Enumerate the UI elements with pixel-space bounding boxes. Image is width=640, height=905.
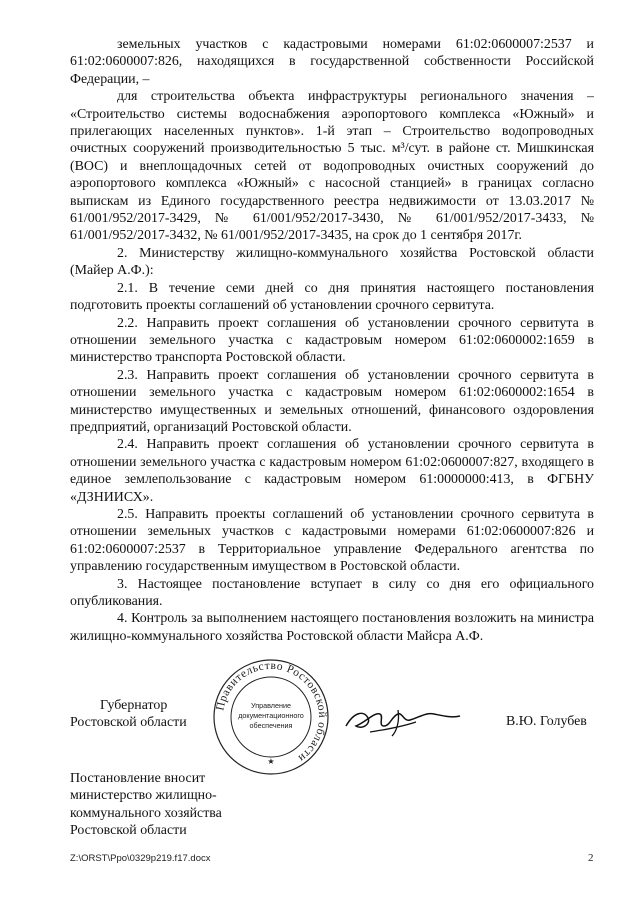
document-body	[70, 36, 594, 645]
note-line2: министерство жилищно-	[70, 788, 217, 804]
note-line3: коммунального хозяйства	[70, 805, 222, 821]
handwritten-signature	[340, 692, 465, 742]
stamp-star-icon: ★	[267, 757, 275, 766]
signatory-name: В.Ю. Голубев	[506, 714, 587, 729]
paragraph-3: 2. Министерству жилищно-коммунального хозяйства Ростовской области (Майер А.Ф.):	[70, 245, 594, 279]
paragraph-7: 2.4. Направить проект соглашения об установлении срочного сервитута в отношении земельного участка с кадастровым номером 61:02:0600007:827, входящего в единое землепользование с кадастровым номером 61:0000000:413, в ФГБНУ «ДЗНИИСХ».	[70, 437, 594, 505]
official-stamp	[212, 658, 330, 776]
stamp-inner-line1: Управление	[251, 701, 291, 710]
stamp-inner-line3: обеспечения	[249, 721, 293, 730]
signatory-title	[70, 697, 220, 732]
paragraph-2: для строительства объекта инфраструктуры регионального значения – «Строительство системы водоснабжения аэропортового комплекса «Южный» и прилегающих населенных пунктов». 1-й этап – Строительство водопроводных очистных сооружений производительностью 5 тыс. м³/сут. в районе ст. Мишкинская (ВОС) и внеплощадочных сетей от водопроводных очистных сооружений до аэропортового комплекса «Южный» с насосной станцией» в границах согласно выпискам из Единого государственного реестра недвижимости от 13.03.2017 № 61/001/952/2017-3429, № 61/001/952/2017-3430, № 61/001/952/2017-3433, № 61/001/952/2017-3432, № 61/001/952/2017-3435, на срок до 1 сентября 2017г.	[70, 89, 594, 244]
note-line1: Постановление вносит	[70, 771, 206, 786]
signatory-title-line1: Губернатор	[100, 698, 168, 713]
note-line4: Ростовской области	[70, 823, 187, 839]
paragraph-1: земельных участков с кадастровыми номерами 61:02:0600007:2537 и 61:02:0600007:826, находящихся в государственной собственности Российской Федерации, –	[70, 37, 594, 87]
stamp-inner-line2: документационного	[238, 711, 304, 720]
signatory-title-line2: Ростовской области	[70, 715, 187, 731]
page-number: 2	[588, 852, 594, 864]
stamp-outer-text: Правительство Ростовской области	[214, 659, 329, 765]
paragraph-5: 2.2. Направить проект соглашения об установлении срочного сервитута в отношении земельного участка с кадастровым номером 61:02:0600002:1659 в министерство транспорта Ростовской области.	[70, 315, 594, 366]
paragraph-8: 2.5. Направить проекты соглашений об установлении срочного сервитута в отношении земельных участков с кадастровыми номерами 61:02:0600007:826 и 61:02:0600007:2537 в Территориальное управление Федерального агентства по управлению государственным имуществом в Ростовской области.	[70, 506, 594, 575]
paragraph-4: 2.1. В течение семи дней со дня принятия настоящего постановления подготовить проекты соглашений об установлении срочного сервитута.	[70, 280, 594, 314]
file-path: Z:\ORST\Ppo\0329p219.f17.docx	[70, 853, 211, 864]
paragraph-10: 4. Контроль за выполнением настоящего постановления возложить на министра жилищно-коммунального хозяйства Ростовской области Майсра А.Ф.	[70, 611, 594, 644]
submission-note	[70, 770, 270, 840]
paragraph-6: 2.3. Направить проект соглашения об установлении срочного сервитута в отношении земельного участка с кадастровым номером 61:02:0600002:1654 в министерство имущественных и земельных отношений, финансового оздоровления предприятий, организаций Ростовской области.	[70, 367, 594, 435]
paragraph-9: 3. Настоящее постановление вступает в силу со дня его официального опубликования.	[70, 576, 594, 609]
